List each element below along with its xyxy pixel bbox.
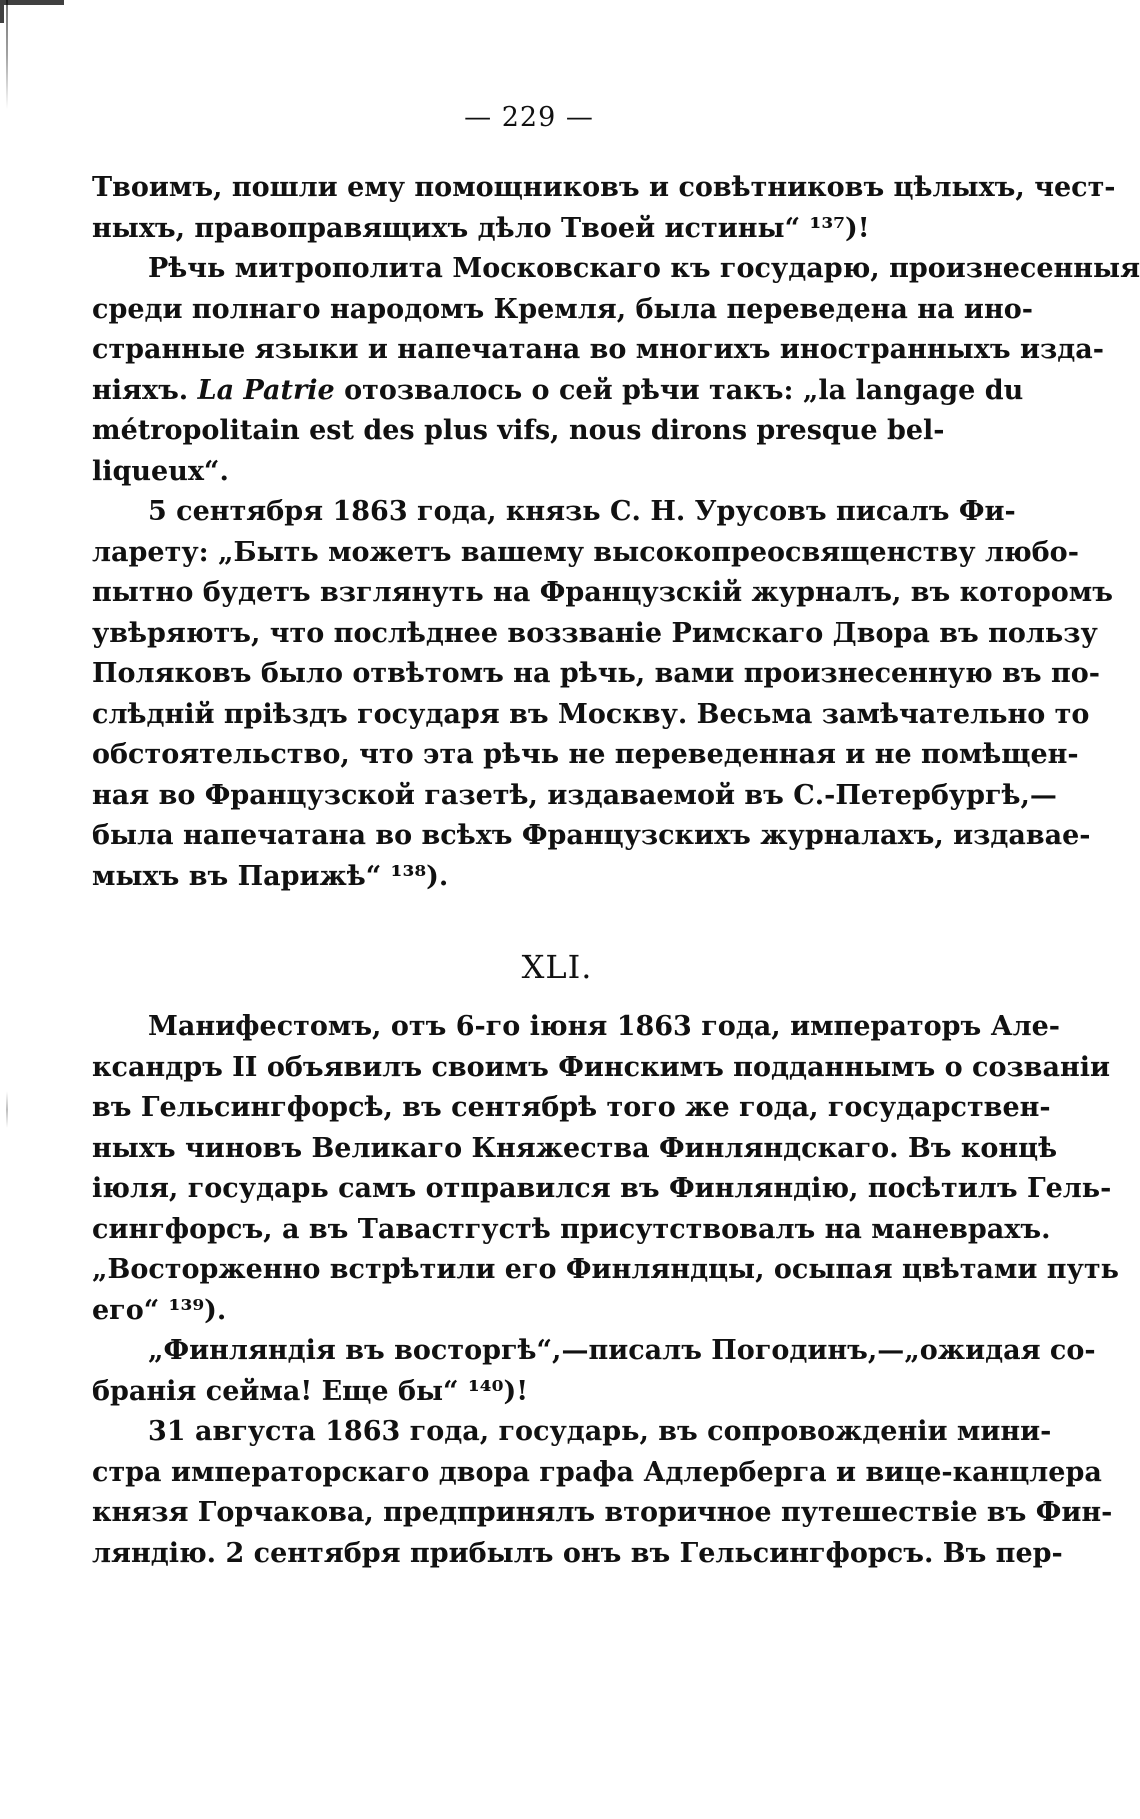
text-line: въ Гельсингфорсѣ, въ сентябрѣ того же года, государствен- xyxy=(92,1092,1051,1123)
text-line: métropolitain est des plus vifs, nous dirons presque bel- xyxy=(92,415,945,446)
text-line: „Финляндія въ восторгѣ“,—писалъ Погодинъ,—„ожидая со- xyxy=(148,1335,1096,1366)
text-line: іюля, государь самъ отправился въ Финляндію, посѣтилъ Гель- xyxy=(92,1173,1112,1204)
text-line: „Восторженно встрѣтили его Финляндцы, осыпая цвѣтами путь xyxy=(92,1254,1119,1285)
text-line: была напечатана во всѣхъ Французскихъ журналахъ, издавае- xyxy=(92,820,1091,851)
text-line: Поляковъ было отвѣтомъ на рѣчь, вами произнесенную въ по- xyxy=(92,658,1100,689)
text-line: 31 августа 1863 года, государь, въ сопровожденіи мини- xyxy=(148,1416,1052,1447)
scan-artifact-edge xyxy=(6,0,8,1819)
page-number: — 229 — xyxy=(464,102,594,133)
text-line: Твоимъ, пошли ему помощниковъ и совѣтниковъ цѣлыхъ, чест- xyxy=(92,172,1116,203)
text-line: слѣдній пріѣздъ государя въ Москву. Весьма замѣчательно то xyxy=(92,698,1090,730)
text-line: 5 сентября 1863 года, князь С. Н. Урусовъ писалъ Фи- xyxy=(148,496,1016,527)
text-line: ная во Французской газетѣ, издаваемой въ С.-Петербургѣ,— xyxy=(92,779,1057,811)
text-line: обстоятельство, что эта рѣчь не переведенная и не помѣщен- xyxy=(92,739,1079,770)
text-section-bottom xyxy=(92,1007,1119,1574)
text-line: бранія сейма! Еще бы“ ¹⁴⁰)! xyxy=(92,1375,529,1407)
text-line: странные языки и напечатана во многихъ иностранныхъ изда- xyxy=(92,334,1104,365)
text-line: Рѣчь митрополита Московскаго къ государю, произнесенныя xyxy=(148,253,1140,284)
text-line: сингфорсъ, а въ Тавастгустѣ присутствовалъ на маневрахъ. xyxy=(92,1213,1051,1245)
text-line: князя Горчакова, предпринялъ вторичное путешествіе въ Фин- xyxy=(92,1497,1113,1528)
text-line: увѣряютъ, что послѣднее воззваніе Римскаго Двора въ пользу xyxy=(92,617,1098,649)
chapter-heading: XLI. xyxy=(521,948,593,986)
text-line: liqueux“. xyxy=(92,455,229,487)
text-line: пытно будетъ взглянуть на Французскій журналъ, въ которомъ xyxy=(92,577,1113,608)
scan-artifact-corner xyxy=(0,0,64,23)
text-line: среди полнаго народомъ Кремля, была переведена на ино- xyxy=(92,293,1033,325)
text-line: ныхъ чиновъ Великаго Княжества Финляндскаго. Въ концѣ xyxy=(92,1132,1058,1164)
text-fragment: отозвалось о сей рѣчи такъ: „la langage du xyxy=(344,374,1024,406)
italic-title: La Patrie xyxy=(197,374,335,406)
text-line-mixed xyxy=(92,371,1024,412)
text-line: Манифестомъ, отъ 6-го іюня 1863 года, императоръ Але- xyxy=(148,1011,1061,1042)
text-section-top xyxy=(92,168,1140,897)
text-line: его“ ¹³⁹). xyxy=(92,1294,227,1326)
text-fragment: ніяхъ. xyxy=(92,374,189,406)
text-line: ксандръ II объявилъ своимъ Финскимъ подданнымъ о созваніи xyxy=(92,1051,1110,1083)
text-line: стра императорскаго двора графа Адлерберга и вице-канцлера xyxy=(92,1456,1102,1488)
text-line: ныхъ, правоправящихъ дѣло Твоей истины“ ¹³⁷)! xyxy=(92,212,870,244)
text-line: ларету: „Быть можетъ вашему высокопреосвященству любо- xyxy=(92,536,1079,568)
text-line: мыхъ въ Парижѣ“ ¹³⁸). xyxy=(92,860,449,892)
text-line: ляндію. 2 сентября прибылъ онъ въ Гельсингфорсъ. Въ пер- xyxy=(92,1537,1063,1569)
